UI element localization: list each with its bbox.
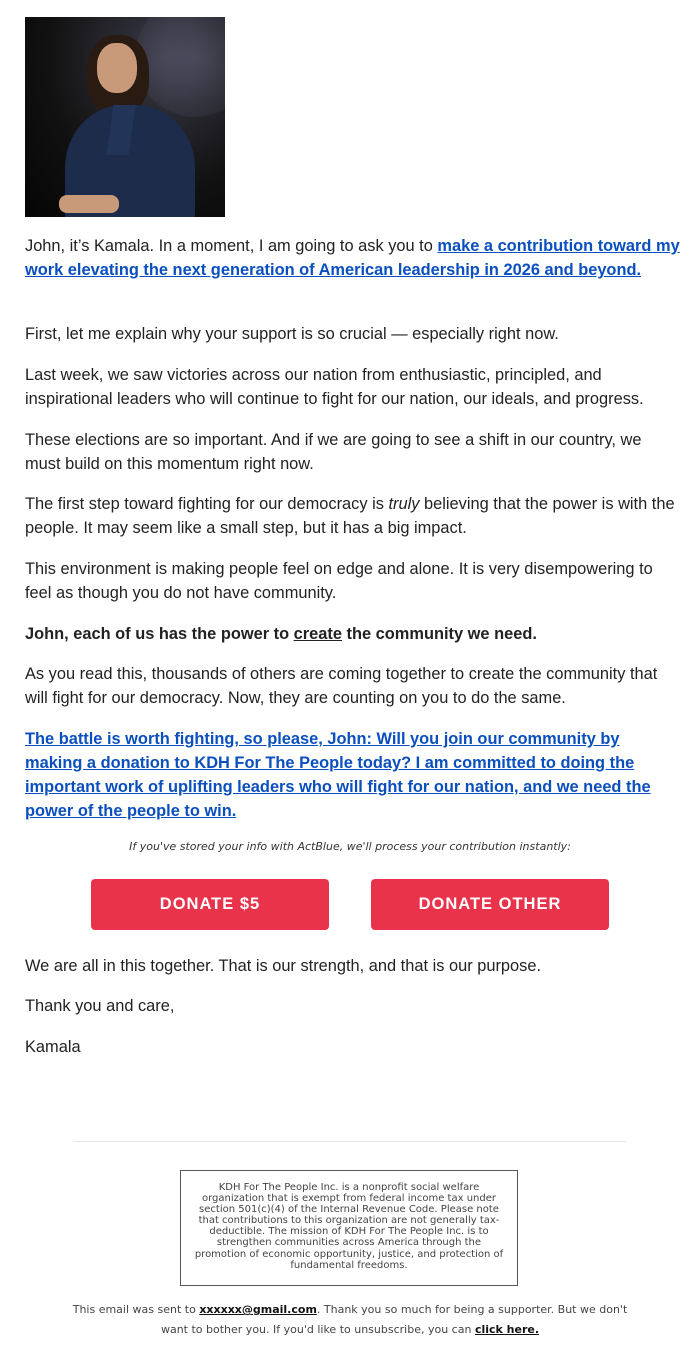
- paragraph-2: Last week, we saw victories across our nation from enthusiastic, principled, and inspirational leaders who will continue to fight for our nation, our ideals, and progress.: [25, 366, 644, 408]
- paragraph-6: John, each of us has the power to create the community we need.: [25, 625, 537, 643]
- paragraph-7: As you read this, thousands of others are coming together to create the community that will fight for our democracy. Now, they are counting on you to do the same.: [25, 665, 658, 707]
- cta-paragraph: [25, 727, 680, 823]
- intro-paragraph: John, it’s Kamala. In a moment, I am going to ask you to make a contribution toward my work elevating the next generation of American leadership in 2026 and beyond.: [25, 237, 680, 279]
- legal-disclaimer: KDH For The People Inc. is a nonprofit social welfare organization that is exempt from federal income tax under section 501(c)(4) of the Internal Revenue Code. Please note that contributions to this organization are not generally tax-deductible. The mission of KDH For The People Inc. is to strengthen communities across America through the promotion of economic opportunity, justice, and protection of fundamental freedoms.: [180, 1170, 518, 1286]
- paragraph-1: First, let me explain why your support is so crucial — especially right now.: [25, 325, 559, 343]
- closing-line: Thank you and care,: [25, 997, 175, 1015]
- paragraph-5: This environment is making people feel on edge and alone. It is very disempowering to feel as though you do not have community.: [25, 560, 653, 602]
- hero-image: [25, 17, 225, 217]
- paragraph-8: We are all in this together. That is our strength, and that is our purpose.: [25, 957, 541, 975]
- footer-divider: [74, 1141, 626, 1142]
- footer-text: This email was sent to xxxxxx@gmail.com. Thank you so much for being a supporter. But we don't want to bother you. If you'd like to unsubscribe, you can click here.: [72, 1303, 628, 1336]
- contribution-link[interactable]: make a contribution toward my work elevating the next generation of American leadership in 2026 and beyond.: [25, 237, 680, 279]
- actblue-note: If you've stored your info with ActBlue, we'll process your contribution instantly:: [129, 840, 571, 853]
- donate-5-button[interactable]: DONATE $5: [91, 879, 329, 930]
- email-body: [25, 17, 680, 217]
- signature: Kamala: [25, 1038, 81, 1056]
- paragraph-3: These elections are so important. And if we are going to see a shift in our country, we must build on this momentum right now.: [25, 431, 642, 473]
- recipient-email: xxxxxx@gmail.com: [199, 1303, 317, 1316]
- paragraph-4: The first step toward fighting for our democracy is truly believing that the power is with the people. It may seem like a small step, but it has a big impact.: [25, 495, 675, 537]
- unsubscribe-link[interactable]: click here.: [474, 1323, 540, 1336]
- donation-cta-link[interactable]: The battle is worth fighting, so please, John: Will you join our community by making a donation to KDH For The People today? I am committed to doing the important work of uplifting leaders who will fight for our nation, and we need the power of the people to win.: [25, 730, 651, 820]
- donate-other-button[interactable]: DONATE OTHER: [371, 879, 609, 930]
